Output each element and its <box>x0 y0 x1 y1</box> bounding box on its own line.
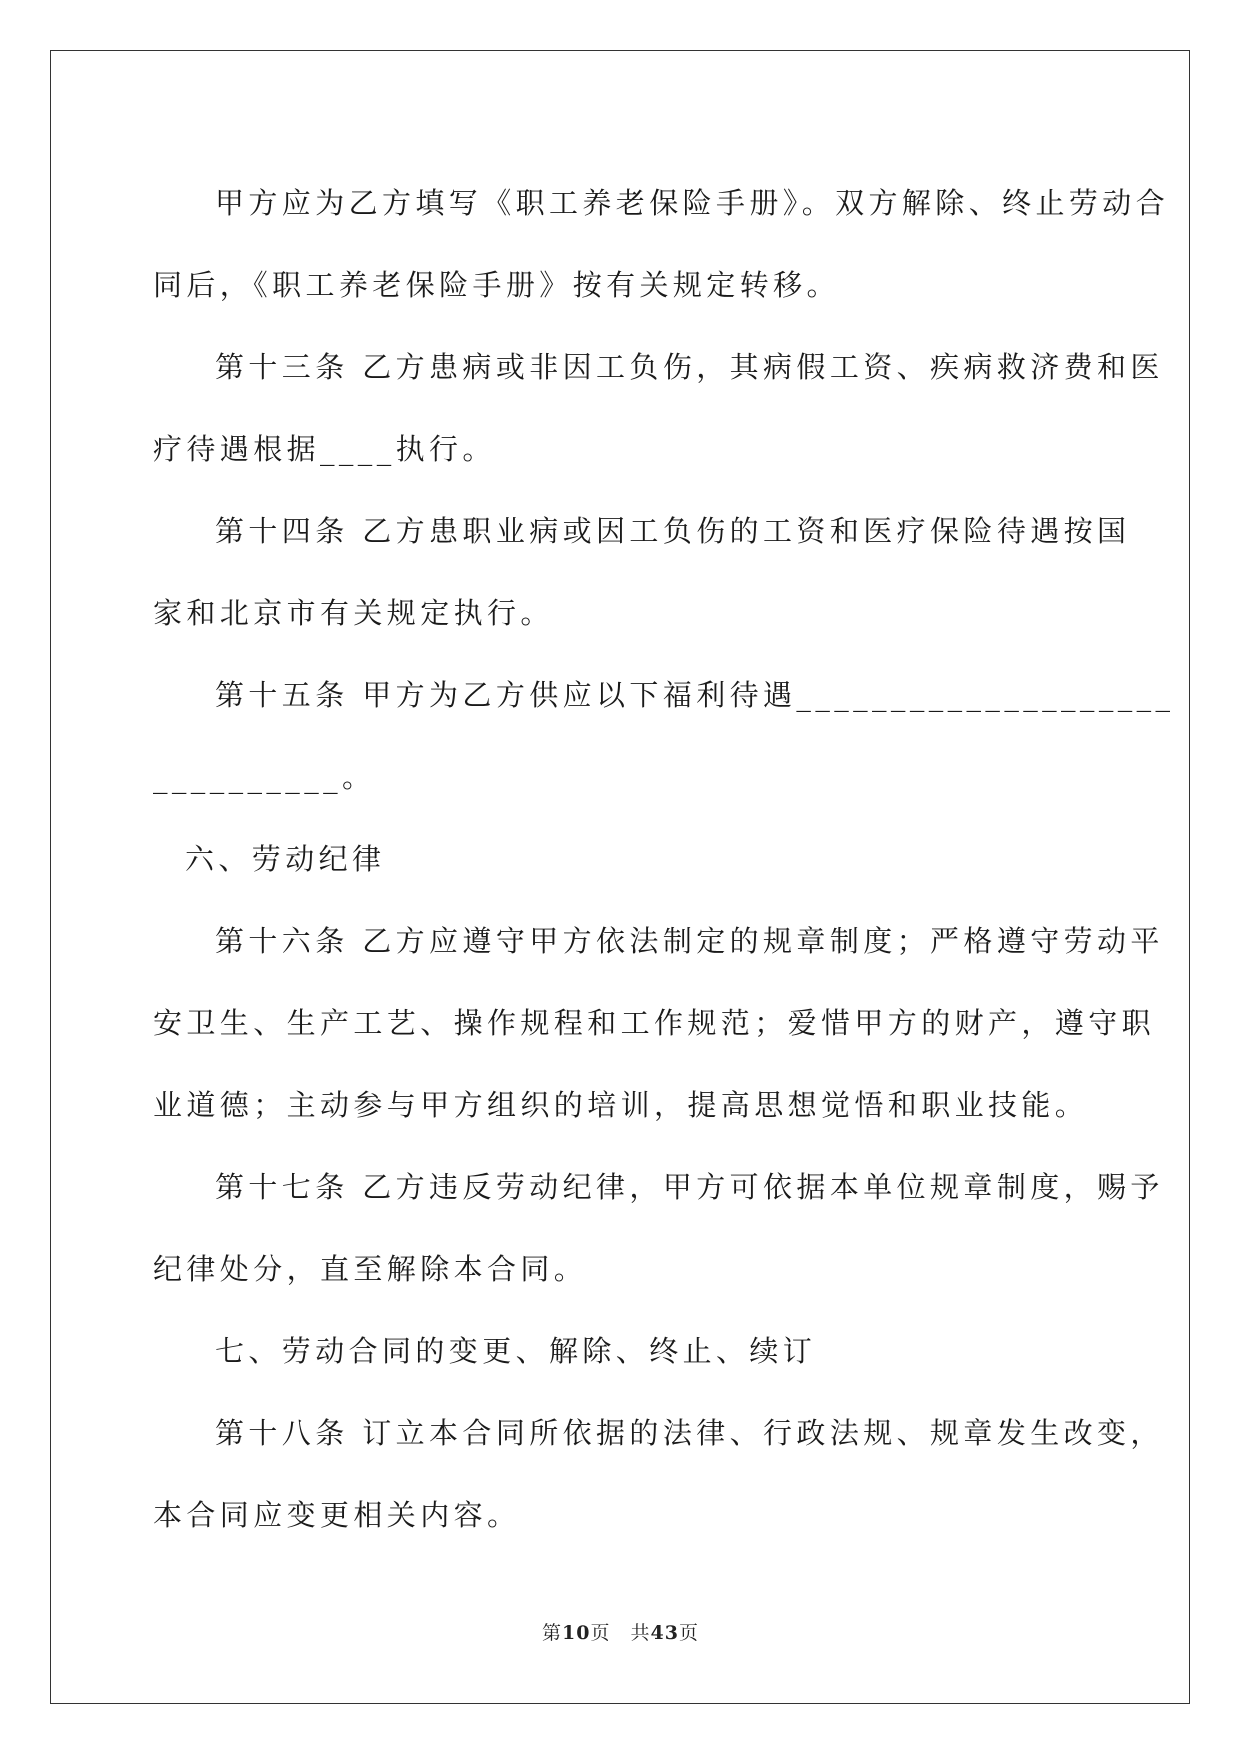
paragraph-line: 疗待遇根据____执行。 <box>153 432 496 466</box>
paragraph-line: 纪律处分，直至解除本合同。 <box>153 1252 588 1286</box>
page-number: 10 <box>562 1622 591 1644</box>
page-total: 43 <box>650 1622 679 1644</box>
paragraph-line: 第十三条 乙方患病或非因工负伤，其病假工资、疾病救济费和医 <box>215 350 1164 384</box>
section-heading: 七、劳动合同的变更、解除、终止、续订 <box>215 1334 817 1368</box>
paragraph-line: 本合同应变更相关内容。 <box>153 1498 521 1532</box>
paragraph-line: 第十四条 乙方患职业病或因工负伤的工资和医疗保险待遇按国 <box>215 514 1131 548</box>
paragraph-line: 第十五条 甲方为乙方供应以下福利待遇____________________ <box>215 678 1175 712</box>
page-footer <box>0 1618 1241 1645</box>
paragraph-line: 第十八条 订立本合同所依据的法律、行政法规、规章发生改变， <box>215 1416 1164 1450</box>
paragraph-line: 第十六条 乙方应遵守甲方依法制定的规章制度；严格遵守劳动平 <box>215 924 1164 958</box>
section-heading: 六、劳动纪律 <box>185 842 386 876</box>
paragraph-line: 甲方应为乙方填写《职工养老保险手册》。双方解除、终止劳动合 <box>215 186 1170 220</box>
document-body <box>153 162 1175 1556</box>
page-prefix: 第 <box>542 1622 563 1644</box>
total-unit: 页 <box>678 1622 699 1644</box>
page-unit: 页 <box>590 1622 611 1644</box>
total-prefix: 共 <box>630 1622 651 1644</box>
paragraph-line: 同后，《职工养老保险手册》按有关规定转移。 <box>153 268 840 302</box>
paragraph-line: 安卫生、生产工艺、操作规程和工作规范；爱惜甲方的财产，遵守职 <box>153 1006 1156 1040</box>
paragraph-line: 第十七条 乙方违反劳动纪律，甲方可依据本单位规章制度，赐予 <box>215 1170 1164 1204</box>
paragraph-line: 业道德；主动参与甲方组织的培训，提高思想觉悟和职业技能。 <box>153 1088 1089 1122</box>
paragraph-line: __________。 <box>153 760 376 794</box>
paragraph-line: 家和北京市有关规定执行。 <box>153 596 554 630</box>
